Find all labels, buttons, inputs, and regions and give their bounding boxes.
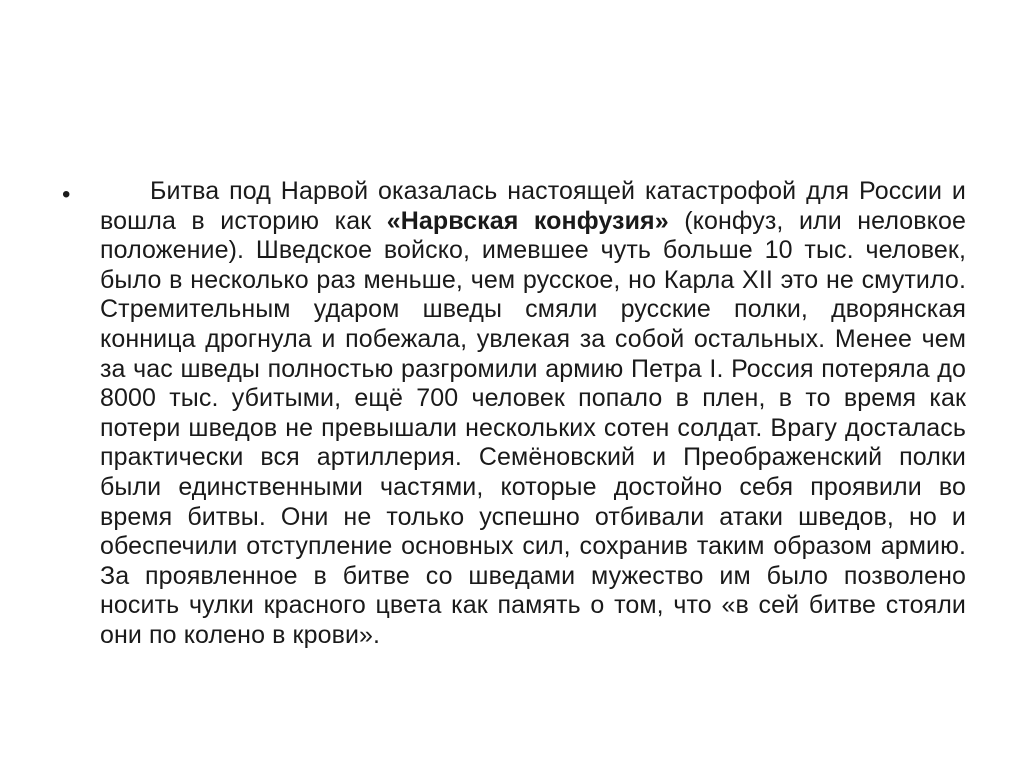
bullet-paragraph — [100, 177, 966, 651]
paragraph-text-rest: (конфуз, или неловкое положение). Шведское войско, имевшее чуть больше 10 тыс. человек, было в несколько раз меньше, чем русское, но Карла XII это не смутило. Стремительным ударом шведы смяли русские полки, дворянская конница дрогнула и побежала, увлекая за собой остальных. Менее чем за час шведы полностью разгромили армию Петра I. Россия потеряла до 8000 тыс. убитыми, ещё 700 человек попало в плен, в то время как потери шведов не превышали нескольких сотен солдат. Врагу досталась практически вся артиллерия. Семёновский и Преображенский полки были единственными частями, которые достойно себя проявили во время битвы. Они не только успешно отбивали атаки шведов, но и обеспечили отступление основных сил, сохранив таким образом армию. За проявленное в битве со шведами мужество им было позволено носить чулки красного цвета как память о том, что «в сей битве стояли они по колено в крови». — [100, 206, 966, 649]
paragraph-bold-term: «Нарвская конфузия» — [386, 206, 669, 235]
bullet-marker: • — [62, 181, 71, 208]
paragraph-text-start: Битва под Нарвой оказалась настоящей катастрофой для России и вошла в историю как — [100, 177, 966, 235]
